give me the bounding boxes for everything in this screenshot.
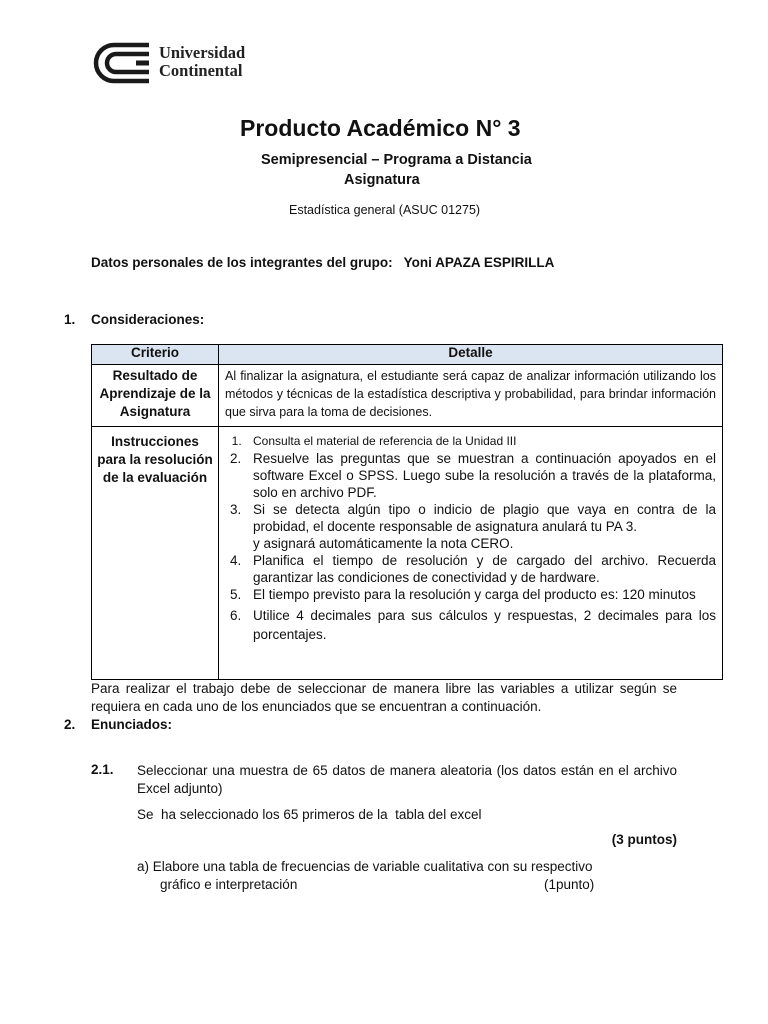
item-2-1-points: (3 puntos): [611, 832, 677, 847]
instruction-item: 2. Resuelve las preguntas que se muestran a continuación apoyados en el software Excel o SPSS. Luego sube la resolución a través de la plataforma, solo en archivo PDF.: [245, 450, 716, 501]
instruction-item: [245, 501, 716, 552]
instruction-item: 1. Consulta el material de referencia de la Unidad III: [245, 433, 716, 450]
group-member-name: Yoni APAZA ESPIRILLA: [403, 255, 555, 270]
considerations-table: [91, 344, 723, 680]
course-name: Estadística general (ASUC 01275): [289, 203, 481, 217]
detail-cell: [219, 365, 723, 427]
university-logo: [92, 41, 292, 85]
table-row: [92, 427, 723, 680]
asignatura-label: Asignatura: [344, 172, 420, 188]
header-detalle: Detalle: [219, 345, 723, 365]
instruction-item: 4. Planifica el tiempo de resolución y de cargado del archivo. Recuerda garantizar las condiciones de conectividad y de hardware.: [245, 552, 716, 586]
instruction-3-text: Si se detecta algún tipo o indicio de plagio que vaya en contra de la probidad, el docente responsable de asignatura anulará tu PA 3.: [253, 502, 716, 534]
section-1-heading: [64, 312, 264, 330]
criterion-cell: Resultado de Aprendizaje de la Asignatura: [92, 365, 219, 427]
sub-item-a-text-2: gráfico e interpretación: [160, 877, 298, 892]
logo-text: [159, 44, 245, 80]
logo-line-2: Continental: [159, 61, 243, 80]
document-subtitle: Semipresencial – Programa a Distancia: [261, 152, 532, 168]
section-2-heading: [64, 717, 264, 735]
learning-outcome-text: Al finalizar la asignatura, el estudiante será capaz de analizar información utilizando los métodos y técnicas de la estadística descriptiva y probabilidad, para brindar información que sirva para la toma de decisiones.: [225, 369, 716, 419]
variables-paragraph: Para realizar el trabajo debe de seleccionar de manera libre las variables a utilizar según se requiera en cada uno de los enunciados que se encuentran a continuación.: [91, 681, 677, 714]
table-header-row: [92, 345, 723, 365]
instruction-item: 6. Utilice 4 decimales para sus cálculos y respuestas, 2 decimales para los porcentajes.: [245, 606, 716, 644]
document-title: Producto Académico N° 3: [240, 115, 521, 141]
section-2-title: Enunciados:: [91, 717, 173, 732]
table-row: [92, 365, 723, 427]
logo-line-1: Universidad: [159, 43, 246, 62]
header-criterio: Criterio: [92, 345, 219, 365]
instructions-cell: [219, 427, 723, 680]
continental-logo-icon: [92, 41, 150, 85]
item-2-1-number: 2.1.: [91, 762, 114, 777]
section-1-number: 1.: [64, 312, 76, 327]
sub-item-a-points: (1punto): [544, 877, 595, 892]
instruction-3-extra: y asignará automáticamente la nota CERO.: [253, 536, 514, 551]
group-label: Datos personales de los integrantes del grupo:: [91, 255, 393, 270]
item-2-1-text: Seleccionar una muestra de 65 datos de manera aleatoria (los datos están en el archivo Excel adjunto): [137, 763, 677, 796]
sub-item-a-text: a) Elabore una tabla de frecuencias de variable cualitativa con su respectivo: [137, 859, 593, 874]
section-1-title: Consideraciones:: [91, 312, 205, 327]
item-2-1-note: Se ha seleccionado los 65 primeros de la tabla del excel: [137, 807, 482, 822]
group-members-line: [91, 255, 554, 270]
criterion-cell: Instrucciones para la resolución de la evaluación: [92, 427, 219, 680]
instruction-item: 5. El tiempo previsto para la resolución y carga del producto es: 120 minutos: [245, 586, 716, 603]
section-2-number: 2.: [64, 717, 76, 732]
instructions-list: [225, 433, 716, 644]
